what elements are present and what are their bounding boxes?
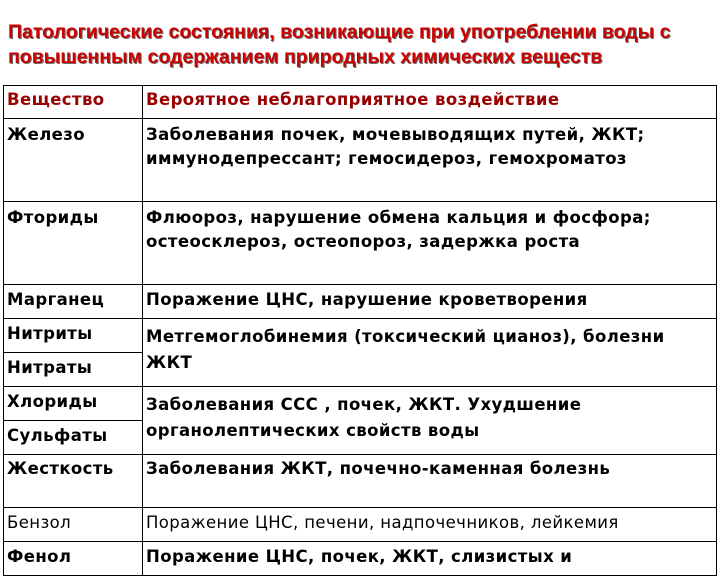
table-row	[4, 387, 717, 421]
page-title: Патологические состояния, возникающие при употреблении воды с повышенным содержанием природных химических веществ	[8, 21, 671, 68]
effect-cell: Заболевания ЖКТ, почечно-каменная болезнь	[143, 455, 717, 508]
substances-table	[3, 85, 717, 576]
table-row	[4, 508, 717, 542]
column-header-effect: Вероятное неблагоприятное воздействие	[143, 86, 717, 119]
substance-cell: Нитраты	[4, 353, 143, 387]
column-header-substance: Вещество	[4, 86, 143, 119]
substance-cell: Жесткость	[4, 455, 143, 508]
effect-cell: Поражение ЦНС, нарушение кроветворения	[143, 285, 717, 319]
substance-cell: Фториды	[4, 202, 143, 285]
substance-cell: Нитриты	[4, 319, 143, 353]
effect-cell: Метгемоглобинемия (токсический цианоз), болезни ЖКТ	[143, 319, 717, 387]
substance-cell: Бензол	[4, 508, 143, 542]
effect-cell: Заболевания почек, мочевыводящих путей, ЖКТ; иммунодепрессант; гемосидероз, гемохроматоз	[143, 119, 717, 202]
substance-cell: Сульфаты	[4, 421, 143, 455]
table-row	[4, 119, 717, 202]
substance-cell: Хлориды	[4, 387, 143, 421]
table-row	[4, 285, 717, 319]
table-row	[4, 542, 717, 576]
substance-cell: Железо	[4, 119, 143, 202]
effect-cell: Заболевания ССС , почек, ЖКТ. Ухудшение органолептических свойств воды	[143, 387, 717, 455]
substance-cell: Марганец	[4, 285, 143, 319]
table-row	[4, 319, 717, 353]
substance-cell: Фенол	[4, 542, 143, 576]
table-row	[4, 455, 717, 508]
table-header-row	[4, 86, 717, 119]
effect-cell: Поражение ЦНС, печени, надпочечников, лейкемия	[143, 508, 717, 542]
effect-cell: Флюороз, нарушение обмена кальция и фосфора; остеосклероз, остеопороз, задержка роста	[143, 202, 717, 285]
effect-cell: Поражение ЦНС, почек, ЖКТ, слизистых и	[143, 542, 717, 576]
table-row	[4, 202, 717, 285]
